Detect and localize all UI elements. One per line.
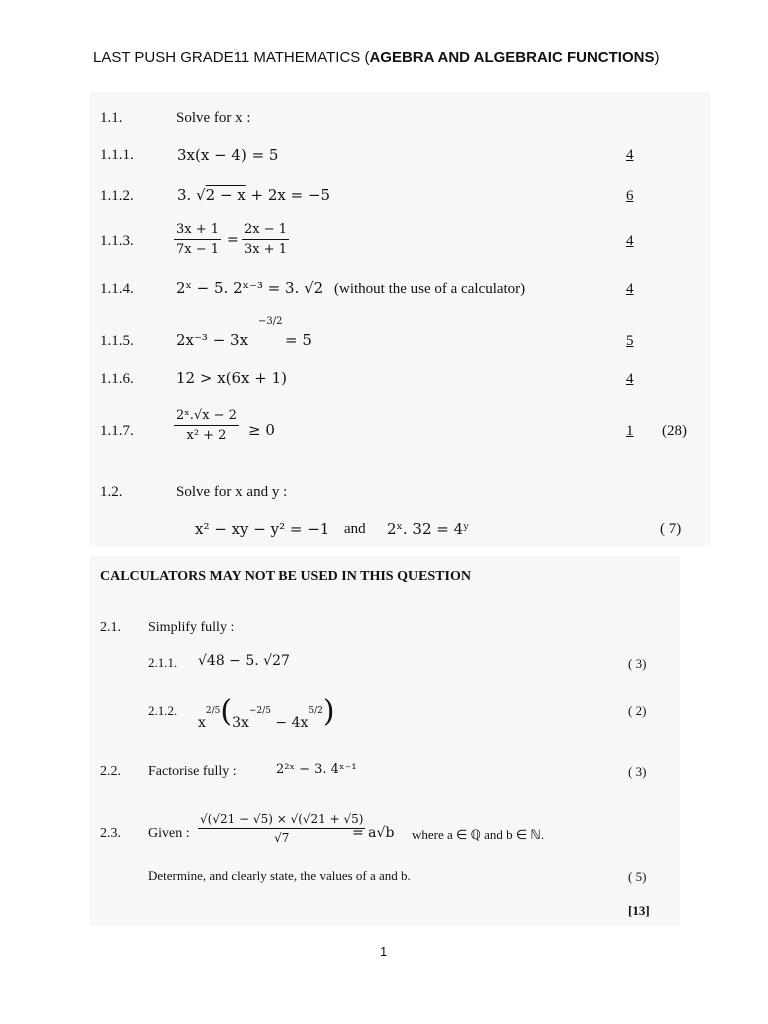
q117-rhs: ≥ 0: [248, 421, 275, 439]
q21-title: Simplify fully :: [148, 620, 235, 635]
q117-denominator: x² + 2: [186, 428, 227, 443]
q113-rhs-numerator: 2x − 1: [242, 222, 289, 240]
q114-mark: 4: [626, 281, 634, 297]
q112-expr-a: 3. √: [177, 186, 206, 204]
title-bold: AGEBRA AND ALGEBRAIC FUNCTIONS: [369, 49, 655, 66]
q23-mark: ( 5): [628, 869, 647, 884]
q116-number: 1.1.6.: [100, 371, 134, 387]
q12-and: and: [344, 521, 366, 537]
q113-lhs-fraction: [174, 222, 221, 257]
q115-number: 1.1.5.: [100, 333, 134, 349]
q11-total: (28): [662, 423, 687, 439]
section2-heading: CALCULATORS MAY NOT BE USED IN THIS QUESTION: [100, 569, 471, 584]
q23-fraction: [198, 812, 365, 845]
q115-rhs: = 5: [285, 331, 312, 349]
q112-expression: [177, 186, 330, 204]
q111-mark: 4: [626, 147, 634, 163]
q23-instruction: Determine, and clearly state, the values of a and b.: [148, 868, 411, 883]
q212-mark: ( 2): [628, 703, 647, 718]
q117-mark: 1: [626, 423, 634, 439]
q1-title: Solve for x :: [176, 110, 251, 126]
q22-mark: ( 3): [628, 764, 647, 779]
q212-number: 2.1.2.: [148, 703, 178, 718]
q113-mark: 4: [626, 233, 634, 249]
q114-expression: 2ˣ − 5. 2ˣ⁻³ = 3. √2: [176, 279, 324, 297]
q113-lhs-denominator: 7x − 1: [176, 242, 220, 257]
q12-number: 1.2.: [100, 484, 123, 500]
q211-mark: ( 3): [628, 656, 647, 671]
q111-expression: 3x(x − 4) = 5: [177, 146, 279, 164]
q113-rhs-fraction: [242, 222, 289, 257]
q115-exponent: −3/2: [258, 316, 283, 327]
q113-rhs-denominator: 3x + 1: [244, 242, 288, 257]
q112-number: 1.1.2.: [100, 188, 134, 204]
title-prefix: LAST PUSH GRADE11 MATHEMATICS (: [93, 49, 370, 66]
q113-equals: =: [227, 232, 239, 248]
q22-title: Factorise fully :: [148, 764, 237, 779]
q23-condition: where a ∈ ℚ and b ∈ ℕ.: [412, 827, 545, 842]
page-title: [93, 49, 659, 66]
q114-number: 1.1.4.: [100, 281, 134, 297]
q12-equation-2: 2ˣ. 32 = 4ʸ: [387, 520, 470, 538]
q22-expression: 2²ˣ − 3. 4ˣ⁻¹: [276, 762, 357, 777]
q22-number: 2.2.: [100, 764, 121, 779]
q113-lhs-numerator: 3x + 1: [174, 222, 221, 240]
q117-numerator: 2ˣ.√x − 2: [174, 408, 239, 426]
q114-note: (without the use of a calculator): [334, 281, 526, 297]
q1-number: 1.1.: [100, 110, 123, 126]
q23-number: 2.3.: [100, 826, 121, 841]
q211-expression: √48 − 5. √27: [198, 653, 290, 669]
q23-denominator: √7: [274, 831, 290, 845]
q12-equation-1: x² − xy − y² = −1: [195, 520, 330, 538]
q112-radicand: 2 − x: [205, 186, 246, 204]
q111-number: 1.1.1.: [100, 147, 134, 163]
q21-number: 2.1.: [100, 620, 121, 635]
q115-mark: 5: [626, 333, 634, 349]
title-suffix: ): [654, 49, 660, 66]
q23-rhs: = a√b: [352, 825, 395, 841]
q112-expr-b: + 2x = −5: [245, 186, 331, 204]
q113-number: 1.1.3.: [100, 233, 134, 249]
q12-title: Solve for x and y :: [176, 484, 288, 500]
q212-expression: x2/5(3x−2/5 − 4x5/2): [198, 694, 335, 731]
q23-title: Given :: [148, 826, 190, 841]
q112-mark: 6: [626, 188, 634, 204]
q23-numerator: √(√21 − √5) × √(√21 + √5): [198, 812, 365, 829]
q117-number: 1.1.7.: [100, 423, 134, 439]
section2-total: [13]: [628, 903, 650, 918]
q115-expression: 2x⁻³ − 3x: [176, 331, 249, 349]
q12-mark: ( 7): [660, 521, 682, 537]
q116-expression: 12 > x(6x + 1): [176, 369, 288, 387]
q117-fraction: [174, 408, 239, 443]
q116-mark: 4: [626, 371, 634, 387]
q211-number: 2.1.1.: [148, 655, 178, 670]
page-number: 1: [380, 944, 388, 959]
